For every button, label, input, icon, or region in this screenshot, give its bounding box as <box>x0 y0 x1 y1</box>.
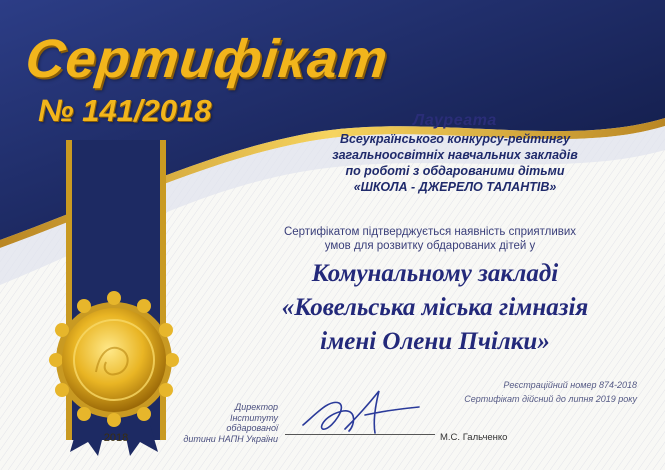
signer-title-line: дитини НАПН України <box>183 433 278 444</box>
laureate-heading: Лауреата <box>413 112 497 129</box>
certificate-title: Сертифікат <box>22 29 392 89</box>
award-line: по роботі з обдарованими дітьми <box>345 164 565 178</box>
signer-name: М.С. Гальченко <box>440 432 508 443</box>
certificate-number: № 141/2018 <box>38 93 212 128</box>
signer-title <box>180 402 278 444</box>
medal-year: 2018 <box>103 432 129 444</box>
validity-text: Сертифікат дійсний до липня 2019 року <box>464 394 637 404</box>
recipient-name: імені Олени Пчілки» <box>320 328 550 355</box>
award-line: «ШКОЛА - ДЖЕРЕЛО ТАЛАНТІВ» <box>353 180 557 194</box>
signature <box>295 385 425 440</box>
recipient-name: «Ковельська міська гімназія <box>281 294 589 321</box>
confirmation-text: умов для розвитку обдарованих дітей у <box>324 240 536 252</box>
award-line: Всеукраїнського конкурсу-рейтингу <box>339 132 571 146</box>
signer-title-line: Інституту обдарованої <box>226 412 278 433</box>
recipient-name: Комунальному закладі <box>311 260 559 287</box>
confirmation-text: Сертифікатом підтверджується наявність сприятливих <box>283 226 577 238</box>
registration-number: Реєстраційний номер 874-2018 <box>503 380 637 390</box>
signature-line <box>285 434 435 435</box>
award-line: загальноосвітніх навчальних закладів <box>332 148 578 162</box>
signer-title-line: Директор <box>234 402 278 412</box>
